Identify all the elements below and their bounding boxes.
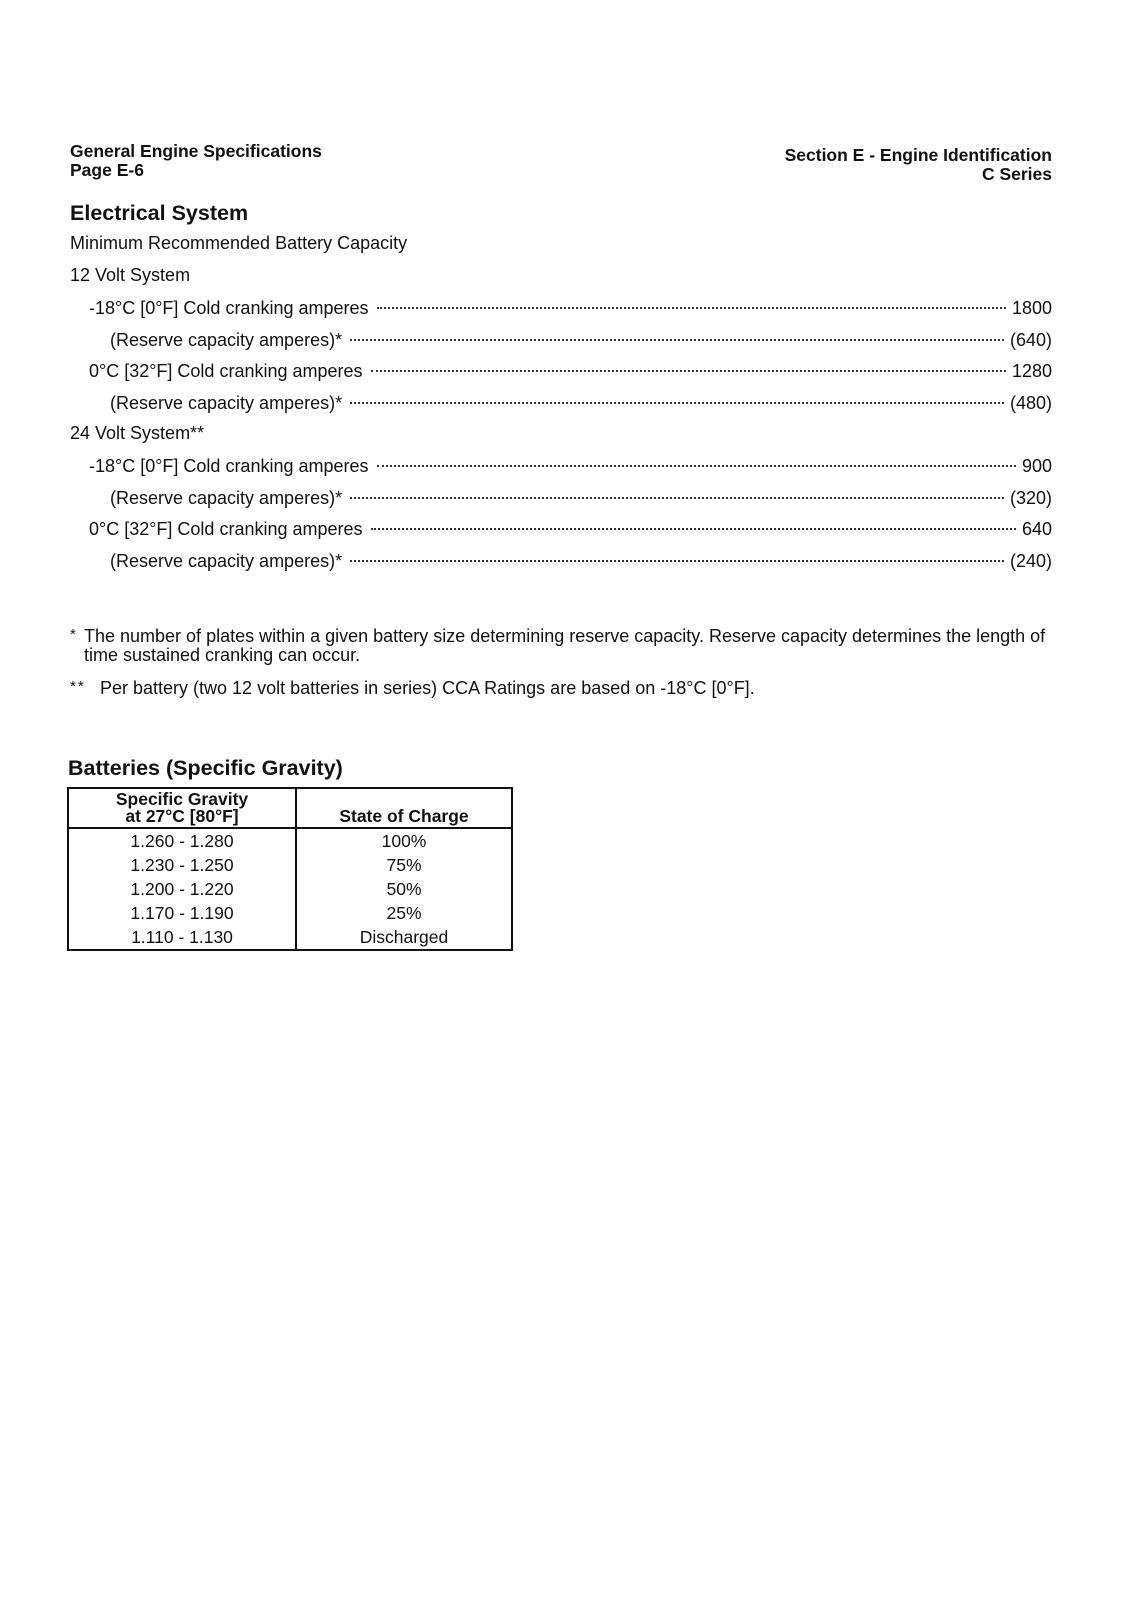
spec-label: (Reserve capacity amperes)* bbox=[110, 551, 343, 571]
footnote-text: Per battery (two 12 volt batteries in series) CCA Ratings are based on -18°C [0°F]. bbox=[100, 678, 755, 698]
spec-value: (320) bbox=[1009, 488, 1052, 508]
table-cell: 1.200 - 1.220 bbox=[68, 877, 296, 901]
electrical-system-heading: Electrical System bbox=[70, 201, 249, 225]
spec-label: (Reserve capacity amperes)* bbox=[110, 330, 343, 350]
section-title: Section E - Engine Identification bbox=[784, 145, 1052, 165]
spec-row bbox=[89, 519, 1052, 543]
leader-dots bbox=[350, 497, 1004, 499]
table-cell: 100% bbox=[381, 831, 427, 851]
table-cell: 25% bbox=[386, 903, 422, 923]
table-header-row bbox=[68, 788, 512, 828]
spec-row bbox=[110, 551, 1052, 575]
table-row bbox=[68, 877, 512, 901]
leader-dots bbox=[350, 402, 1004, 404]
page-header-right bbox=[785, 146, 1052, 184]
spec-row bbox=[89, 361, 1052, 385]
leader-dots bbox=[371, 528, 1016, 530]
battery-capacity-subtitle: Minimum Recommended Battery Capacity bbox=[70, 233, 408, 253]
specific-gravity-table bbox=[67, 787, 513, 951]
spec-label: -18°C [0°F] Cold cranking amperes bbox=[89, 456, 369, 476]
spec-value: 1800 bbox=[1011, 298, 1052, 318]
page-number: Page E-6 bbox=[70, 160, 144, 180]
table-cell: 50% bbox=[386, 879, 422, 899]
footnote-per-battery bbox=[70, 679, 1052, 698]
spec-label: (Reserve capacity amperes)* bbox=[110, 393, 343, 413]
spec-row bbox=[89, 456, 1052, 480]
table-row bbox=[68, 901, 512, 925]
spec-value: (480) bbox=[1009, 393, 1052, 413]
spec-label: (Reserve capacity amperes)* bbox=[110, 488, 343, 508]
batteries-heading: Batteries (Specific Gravity) bbox=[68, 756, 343, 780]
spec-row bbox=[110, 488, 1052, 512]
page-header-left bbox=[70, 142, 322, 180]
spec-value: (240) bbox=[1009, 551, 1052, 571]
spec-row bbox=[110, 393, 1052, 417]
table-row bbox=[68, 925, 512, 950]
leader-dots bbox=[350, 339, 1004, 341]
table-cell: 1.230 - 1.250 bbox=[68, 853, 296, 877]
table-cell: 75% bbox=[386, 855, 422, 875]
table-cell: 1.170 - 1.190 bbox=[68, 901, 296, 925]
system-24v-label: 24 Volt System** bbox=[70, 423, 205, 443]
leader-dots bbox=[377, 307, 1006, 309]
series-label: C Series bbox=[981, 164, 1052, 184]
leader-dots bbox=[377, 465, 1016, 467]
footnote-reserve-capacity bbox=[70, 627, 1052, 665]
column-header-specific-gravity: Specific Gravity at 27°C [80°F] bbox=[68, 788, 296, 828]
column-header-state-of-charge: State of Charge bbox=[296, 788, 512, 828]
table-cell: 1.260 - 1.280 bbox=[68, 828, 296, 853]
system-12v-label: 12 Volt System bbox=[70, 265, 191, 285]
spec-value: 1280 bbox=[1011, 361, 1052, 381]
leader-dots bbox=[371, 370, 1006, 372]
footnote-marker: * bbox=[70, 626, 76, 643]
leader-dots bbox=[350, 560, 1004, 562]
spec-label: 0°C [32°F] Cold cranking amperes bbox=[89, 519, 363, 539]
table-row bbox=[68, 828, 512, 853]
spec-value: 640 bbox=[1021, 519, 1052, 539]
spec-label: 0°C [32°F] Cold cranking amperes bbox=[89, 361, 363, 381]
spec-value: (640) bbox=[1009, 330, 1052, 350]
footnote-text: The number of plates within a given battery size determining reserve capacity. Reserve capacity determines the length of time sustained cranking can occur. bbox=[84, 626, 1046, 665]
table-row bbox=[68, 853, 512, 877]
document-title: General Engine Specifications bbox=[70, 141, 322, 161]
spec-row bbox=[89, 298, 1052, 322]
table-cell: 1.110 - 1.130 bbox=[68, 925, 296, 950]
spec-value: 900 bbox=[1021, 456, 1052, 476]
spec-row bbox=[110, 330, 1052, 354]
footnote-marker: ** bbox=[70, 678, 86, 695]
spec-label: -18°C [0°F] Cold cranking amperes bbox=[89, 298, 369, 318]
table-cell: Discharged bbox=[359, 927, 449, 947]
